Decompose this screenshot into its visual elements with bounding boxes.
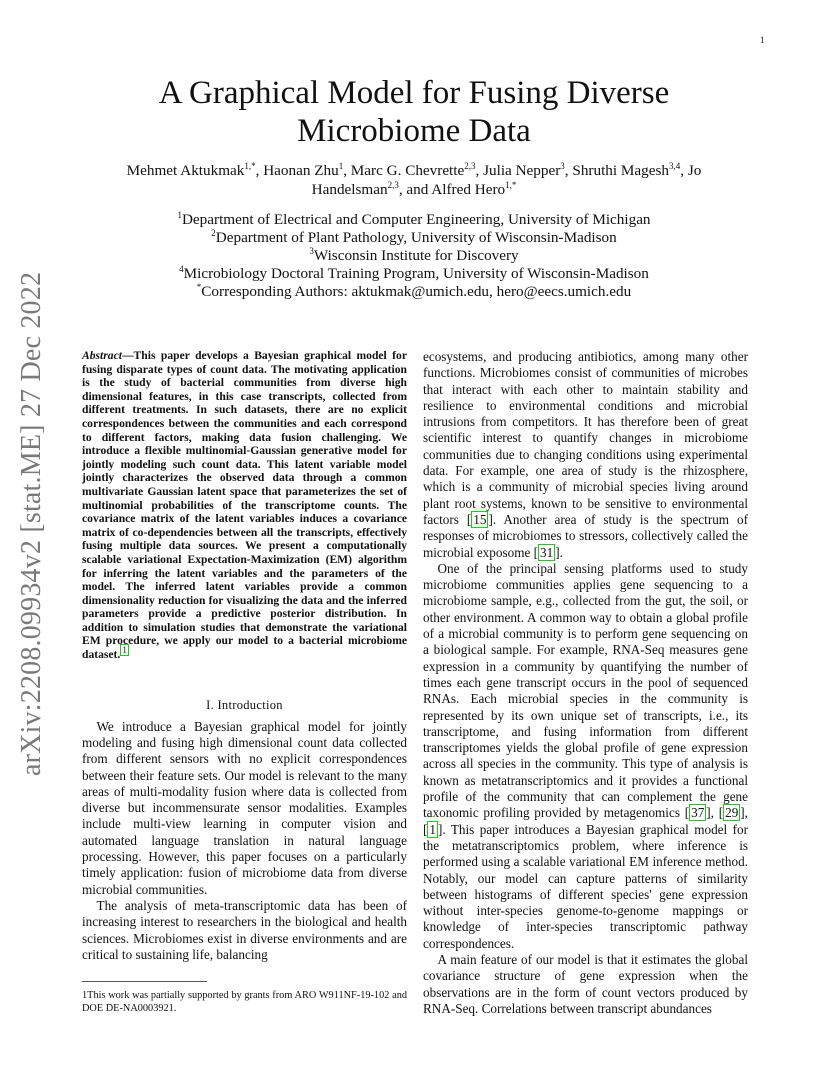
affiliation-text: Wisconsin Institute for Discovery	[313, 247, 519, 264]
affiliation-mark: *	[196, 281, 202, 292]
author-name: Jo Handelsman	[311, 162, 702, 198]
author-separator: ,	[255, 162, 264, 179]
author-name: Julia Nepper	[483, 162, 561, 179]
citation-link[interactable]: 31	[540, 544, 554, 560]
affiliation-line	[80, 211, 748, 229]
author-separator: ,	[564, 162, 573, 179]
affiliation-text: Department of Plant Pathology, University of Wisconsin-Madison	[215, 229, 617, 246]
author-list	[80, 161, 748, 199]
affiliation-mark: 1	[177, 209, 182, 220]
author-separator: ,	[343, 162, 351, 179]
affiliation-text: Corresponding Authors: aktukmak@umich.edu, hero@eecs.umich.edu	[201, 283, 632, 300]
text-run: . Another area of study is the spectrum of responses of microbiomes to stressors, collectively called the microbial exposome	[423, 511, 748, 560]
affiliation-mark: 3	[309, 245, 314, 256]
citation-link[interactable]: 37	[691, 805, 705, 821]
intro-paragraph-1: We introduce a Bayesian graphical model for jointly modeling and fusing high dimensional count data collected from different sensors with no explicit correspondences between their feature sets. Our model is relevant to the many areas of multi-modality fusion where data is collected from diverse but incommensurate sensor modalities. Examples include multi-view learning in computer vision and automated language translation in natural language processing. However, this paper focuses on a particularly timely application: fusion of microbiome data from diverse microbial communities.	[82, 718, 407, 897]
citation-link[interactable]: 29	[725, 805, 739, 821]
author-name: Haonan Zhu	[263, 162, 339, 179]
section-heading: I. Introduction	[206, 697, 283, 712]
affiliation-line	[80, 283, 748, 301]
abstract-text: —This paper develops a Bayesian graphical model for fusing disparate types of count data. The motivating application is the study of bacterial communities from diverse high dimensional features, in this case transcripts, collected from different treatments. In such datasets, there are no explicit correspondences between the communities and each correspond to different factors, making data fusion challenging. We introduce a flexible multinomial-Gaussian generative model for jointly modeling such count data. This latent variable model jointly characterizes the observed data through a common multivariate Gaussian latent space that parameterizes the set of multinomial probabilities of the transcriptome counts. The covariance matrix of the latent variables induces a covariance matrix of co-dependencies between all the transcripts, effectively fusing multiple data sources. We present a computationally scalable variational Expectation-Maximization (EM) algorithm for inferring the latent variables and the parameters of the model. The inferred latent variables provide a common dimensionality reduction for visualizing the data and the inferred parameters provide a predictive posterior distribution. In addition to simulation studies that demonstrate the variational EM procedure, we apply our model to a bacterial microbiome dataset.	[82, 349, 407, 662]
title-line-1: A Graphical Model for Fusing Diverse	[158, 75, 670, 111]
author-affiliation-mark: 1	[338, 160, 344, 171]
arxiv-stamp: arXiv:2208.09934v2 [stat.ME] 27 Dec 2022	[16, 271, 47, 776]
intro-paragraph-2: The analysis of meta-transcriptomic data has been of increasing interest to researchers in the biological and health sciences. Microbiomes exist in diverse environments and are critical to sustaining life, balancing	[82, 897, 407, 962]
affiliation-mark: 2	[211, 227, 216, 238]
text-run: .	[559, 544, 563, 560]
citation-link[interactable]: 15	[473, 511, 487, 527]
affiliation-text: Microbiology Doctoral Training Program, University of Wisconsin-Madison	[183, 265, 649, 282]
right-paragraph-3: A main feature of our model is that it estimates the global covariance structure of gene expression when the observations are in the form of count vectors produced by RNA-Seq. Correlations between transcript abundances	[423, 951, 748, 1016]
footnote-rule	[82, 981, 207, 982]
affiliation-text: Department of Electrical and Computer Engineering, University of Michigan	[181, 211, 651, 228]
author-affiliation-mark: 1,*	[505, 179, 517, 190]
right-paragraph-2: One of the principal sensing platforms used to study microbiome communities applies gene sequencing to a microbiome sample, e.g., collected from the gut, the soil, or other environment. A common way to obtain a global profile of a microbial community is to perform gene sequencing on a biological sample. For example, RNA-Seq measures gene expression in a community by quantifying the number of times each gene transcript occurs in the pool of sequenced RNAs. Each microbial species in the community is represented by its own unique set of transcripts, i.e., its transcriptome, and fusing information from different transcriptomes yields the global profile of gene expression across all species in the community. This type of analysis is known as metatranscriptomics and it provides a functional profile of the community that can complement the gene taxonomic profiling provided by metagenomics [ 37 ], [ 29 ], [ 1 ]. This paper introduces a Bayesian graphical model for the metatranscriptomics problem, where inference is performed using a scalable variational EM inference method. Notably, our model can capture patterns of similarity between histograms of different species' gene expression without inter-species genome-to-genome mappings or knowledge of inter-species transcriptomic pathway correspondences.	[423, 560, 748, 951]
author-separator: ,	[475, 162, 484, 179]
author-name: Marc G. Chevrette	[350, 162, 465, 179]
footnote: 1This work was partially supported by grants from ARO W911NF-19-102 and DOE DE-NA0003921.	[82, 990, 407, 1014]
text-run: . This paper introduces a Bayesian graphical model for the metatranscriptomics problem, where inference is performed using a scalable variational EM inference method. Notably, our model can capture patterns of similarity between histograms of different species' gene expression without inter-species genome-to-genome mappings or knowledge of inter-species transcriptomic pathway correspondences.	[423, 821, 748, 951]
author-affiliation-mark: 3	[560, 160, 565, 171]
affiliation-line	[80, 247, 748, 265]
affiliation-line	[80, 229, 748, 247]
author-separator: , and	[398, 181, 432, 198]
text-run: One of the principal sensing platforms used to study microbiome communities applies gene sequencing to a microbiome sample, e.g., collected from the gut, the soil, or other environment. A common way to obtain a global profile of a microbial community is to perform gene sequencing on a biological sample. For example, RNA-Seq measures gene expression in a community by quantifying the number of times each gene transcript occurs in the pool of sequenced RNAs. Each microbial species in the community is represented by its own unique set of transcripts, i.e., its transcriptome, and fusing information from different transcriptomes yields the global profile of gene expression across all species in the community. This type of analysis is known as metatranscriptomics and it provides a functional profile of the community that can complement the gene taxonomic profiling provided by metagenomics	[423, 560, 748, 821]
abstract-label: Abstract	[82, 349, 122, 362]
footnote-link[interactable]: 1	[122, 645, 127, 656]
paper-title	[80, 74, 748, 150]
author-name: Shruthi Magesh	[572, 162, 669, 179]
author-name: Alfred Hero	[431, 181, 506, 198]
title-line-2: Microbiome Data	[297, 113, 531, 149]
affiliation-list	[80, 211, 748, 301]
author-affiliation-mark: 3,4	[668, 160, 681, 171]
affiliation-line	[80, 265, 748, 283]
right-paragraph-1: ecosystems, and producing antibiotics, among many other functions. Microbiomes consist of communities of microbes that interact with each other to maintain stability and resilience to environmental conditions and microbial intrusions from competitors. It has therefore been of great scientific interest to quantify changes in microbiome communities due to changing conditions using experimental data. For example, one area of study is the rhizosphere, which is a community of microbial species living around plant root systems, known to be sensitive to environmental factors [ 15 ]. Another area of study is the spectrum of responses of microbiomes to stressors, collectively called the microbial exposome [ 31 ].	[423, 349, 748, 560]
left-column	[82, 349, 407, 963]
abstract	[82, 349, 407, 662]
affiliation-mark: 4	[179, 263, 184, 274]
text-run: ecosystems, and producing antibiotics, among many other functions. Microbiomes consist of communities of microbes that interact with each other to maintain stability and resilience to environmental conditions and microbial intrusions from competitors. It has therefore been of great scientific interest to quantify changes in microbiome communities due to changing conditions using experimental data. For example, one area of study is the rhizosphere, which is a community of microbial species living around plant root systems, known to be sensitive to environmental factors	[423, 349, 748, 527]
right-column	[423, 349, 748, 1017]
page-number: 1	[760, 35, 765, 45]
author-affiliation-mark: 2,3	[387, 179, 399, 190]
author-affiliation-mark: 1,*	[244, 160, 256, 171]
author-name: Mehmet Aktukmak	[126, 162, 245, 179]
author-affiliation-mark: 2,3	[464, 160, 476, 171]
citation-link[interactable]: 1	[429, 821, 436, 837]
author-separator: ,	[680, 162, 688, 179]
